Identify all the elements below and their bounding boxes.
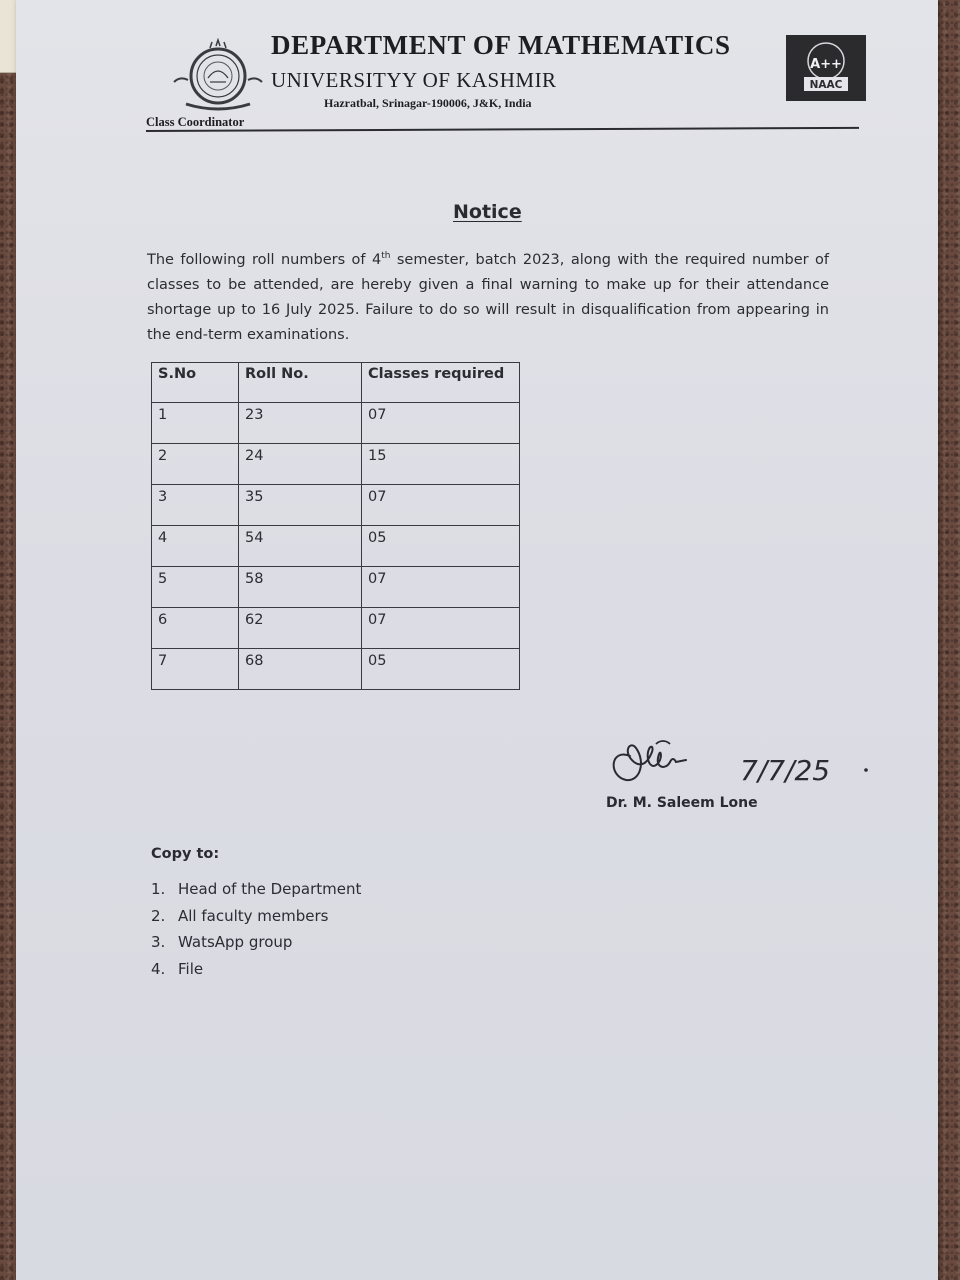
cell-classes: 07 xyxy=(362,608,520,649)
department-title: DEPARTMENT OF MATHEMATICS xyxy=(271,30,731,60)
table-row xyxy=(152,567,520,608)
table-row xyxy=(152,444,520,485)
table-header-row xyxy=(152,363,520,403)
signer-name: Dr. M. Saleem Lone xyxy=(606,795,758,811)
cell-roll-no: 62 xyxy=(239,608,362,649)
notice-body-superscript: th xyxy=(381,251,391,261)
list-text: WatsApp group xyxy=(178,933,293,951)
cell-sno: 1 xyxy=(152,403,239,444)
notice-body xyxy=(147,244,829,348)
university-name: UNIVERSITYY OF KASHMIR xyxy=(271,68,557,92)
cell-sno: 5 xyxy=(152,567,239,608)
handwritten-signature xyxy=(608,718,878,798)
cell-classes: 05 xyxy=(362,526,520,567)
list-number: 4. xyxy=(151,959,166,978)
address-line: Hazratbal, Srinagar-190006, J&K, India xyxy=(324,96,532,110)
cell-roll-no: 54 xyxy=(239,526,362,567)
notice-body-start: The following roll numbers of 4 xyxy=(147,251,382,268)
cell-classes: 07 xyxy=(362,403,520,444)
table-row xyxy=(152,608,520,649)
university-seal-logo xyxy=(166,38,270,112)
signature-date: 7/7/25 xyxy=(740,754,831,787)
notice-body-rest: semester, batch 2023, along with the required number of classes to be attended, are hereby given a final warning to make up for their attendance shortage up to 16 July 2025. Failure to do so will result in disqualification from appearing in the end-term examinations. xyxy=(147,251,829,343)
cell-roll-no: 23 xyxy=(239,403,362,444)
table-row xyxy=(152,403,520,444)
list-number: 3. xyxy=(151,933,166,951)
list-item xyxy=(151,907,361,934)
table-row xyxy=(152,526,520,567)
cell-sno: 3 xyxy=(152,485,239,526)
header-divider xyxy=(146,127,859,132)
copy-to-label: Copy to: xyxy=(151,846,220,862)
list-text: All faculty members xyxy=(178,906,329,925)
list-item xyxy=(151,880,361,907)
cell-roll-no: 68 xyxy=(239,649,362,690)
table-row xyxy=(152,485,520,526)
list-item xyxy=(151,960,361,987)
header-classes-required: Classes required xyxy=(362,363,520,403)
header-sno: S.No xyxy=(152,363,239,403)
cell-sno: 6 xyxy=(152,608,239,649)
class-coordinator-label: Class Coordinator xyxy=(146,115,245,129)
list-text: Head of the Department xyxy=(178,880,362,898)
cell-roll-no: 58 xyxy=(239,567,362,608)
cell-roll-no: 35 xyxy=(239,485,362,526)
header-roll-no: Roll No. xyxy=(239,363,362,403)
cell-roll-no: 24 xyxy=(239,444,362,485)
list-text: File xyxy=(178,959,204,978)
list-number: 1. xyxy=(151,880,166,898)
attendance-table xyxy=(151,362,520,690)
naac-label: NAAC xyxy=(809,79,843,91)
cell-sno: 4 xyxy=(152,526,239,567)
cell-sno: 2 xyxy=(152,444,239,485)
table-row xyxy=(152,649,520,690)
naac-grade: A++ xyxy=(810,57,842,72)
cell-classes: 05 xyxy=(362,649,520,690)
list-item xyxy=(151,933,361,960)
notice-paper xyxy=(16,0,938,1280)
cell-sno: 7 xyxy=(152,649,239,690)
copy-to-list xyxy=(151,880,361,986)
cell-classes: 15 xyxy=(362,444,520,485)
naac-badge-logo xyxy=(786,35,866,101)
cell-classes: 07 xyxy=(362,485,520,526)
notice-title: Notice xyxy=(453,201,522,223)
cell-classes: 07 xyxy=(362,567,520,608)
list-number: 2. xyxy=(151,906,166,925)
